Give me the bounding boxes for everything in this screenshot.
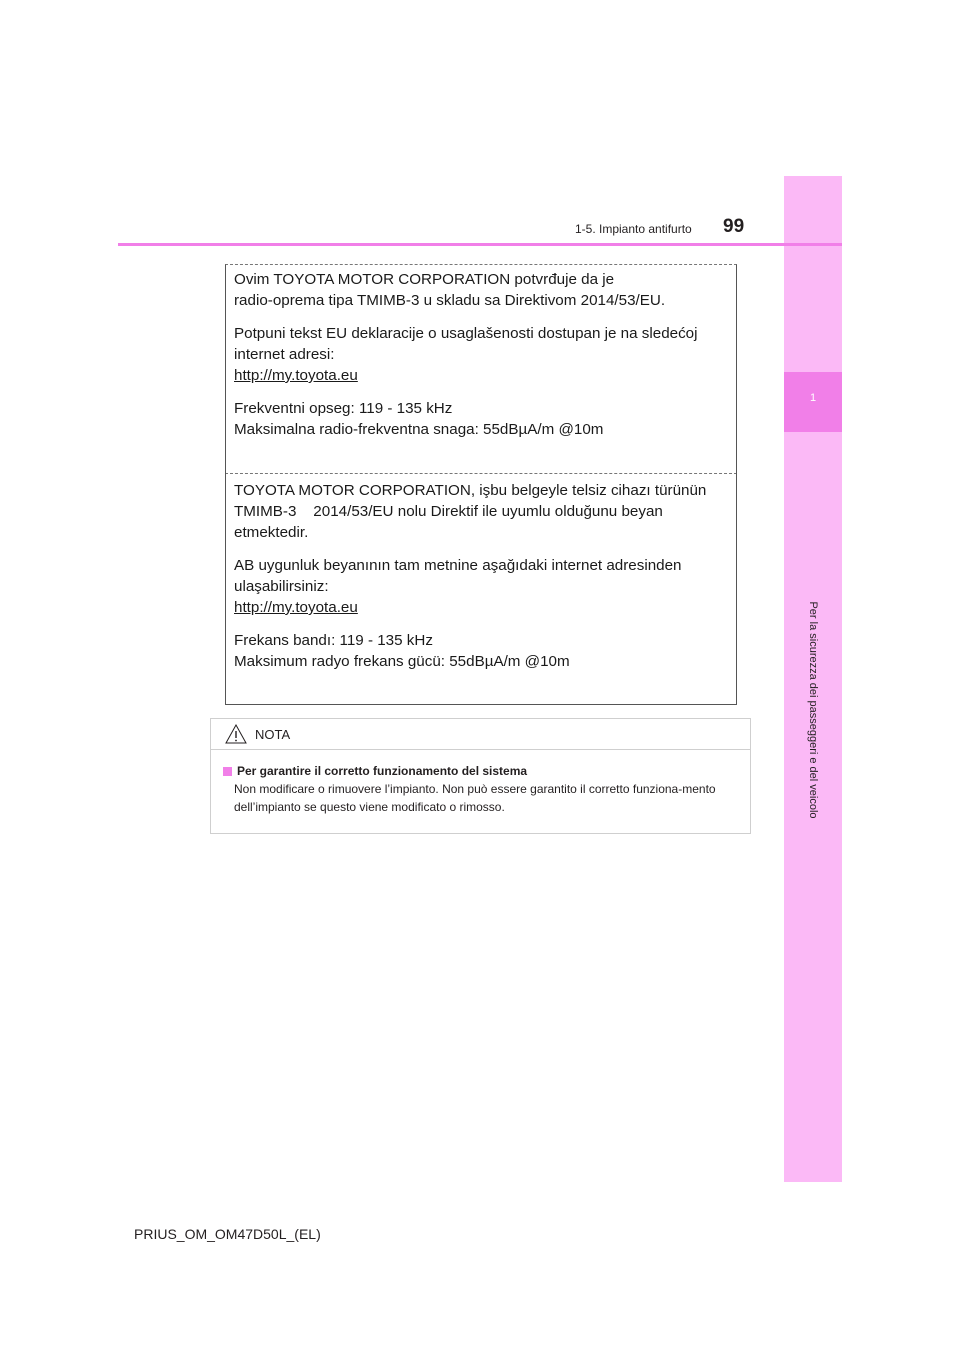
page-number: 99 xyxy=(723,216,745,237)
nota-subtitle-row xyxy=(223,762,750,780)
nota-box xyxy=(210,718,751,834)
decl-sr-line6: Maksimalna radio-frekventna snaga: 55dBµA/m @10m xyxy=(234,421,604,438)
header-divider xyxy=(118,243,842,246)
decl-sr-line2: radio-oprema tipa TMIMB-3 u skladu sa Direktivom 2014/53/EU. xyxy=(234,292,666,309)
nota-header xyxy=(211,719,750,750)
decl-tr-line3: etmektedir. xyxy=(234,524,309,541)
declaration-turkish xyxy=(225,472,737,705)
chapter-label: Per la sicurezza dei passeggeri e del veicolo xyxy=(807,601,819,819)
decl-sr-line5: Frekventni opseg: 119 - 135 kHz xyxy=(234,400,453,417)
chapter-label-container xyxy=(784,440,842,980)
decl-sr-line4: internet adresi: xyxy=(234,346,335,363)
decl-tr-line5: ulaşabilirsiniz: xyxy=(234,578,329,595)
decl-tr-line7: Maksimum radyo frekans gücü: 55dBµA/m @10m xyxy=(234,653,570,670)
section-title: 1-5. Impianto antifurto xyxy=(575,222,692,236)
decl-sr-line3: Potpuni tekst EU deklaracije o usaglašenosti dostupan je na sledećoj xyxy=(234,325,698,342)
decl-tr-line4: AB uygunluk beyanının tam metnine aşağıdaki internet adresinden xyxy=(234,557,682,574)
warning-triangle-icon xyxy=(225,724,247,749)
nota-text: Non modificare o rimuovere l’impianto. Non può essere garantito il corretto funziona-mento dell’impianto se questo viene modificato o rimosso. xyxy=(234,782,716,814)
document-code: PRIUS_OM_OM47D50L_(EL) xyxy=(134,1226,321,1242)
decl-sr-line1: Ovim TOYOTA MOTOR CORPORATION potvrđuje da je xyxy=(234,271,615,288)
declaration-serbian xyxy=(225,264,737,474)
decl-tr-line2: TMIMB-3 2014/53/EU nolu Direktif ile uyumlu olduğunu beyan xyxy=(234,503,663,520)
bullet-square-icon xyxy=(223,767,232,776)
nota-title: NOTA xyxy=(255,727,291,742)
decl-sr-link[interactable]: http://my.toyota.eu xyxy=(234,367,358,384)
chapter-number: 1 xyxy=(809,392,817,404)
nota-subtitle: Per garantire il corretto funzionamento del sistema xyxy=(237,764,528,778)
decl-tr-link[interactable]: http://my.toyota.eu xyxy=(234,599,358,616)
decl-tr-line6: Frekans bandı: 119 - 135 kHz xyxy=(234,632,433,649)
decl-tr-line1: TOYOTA MOTOR CORPORATION, işbu belgeyle telsiz cihazı türünün xyxy=(234,482,707,499)
